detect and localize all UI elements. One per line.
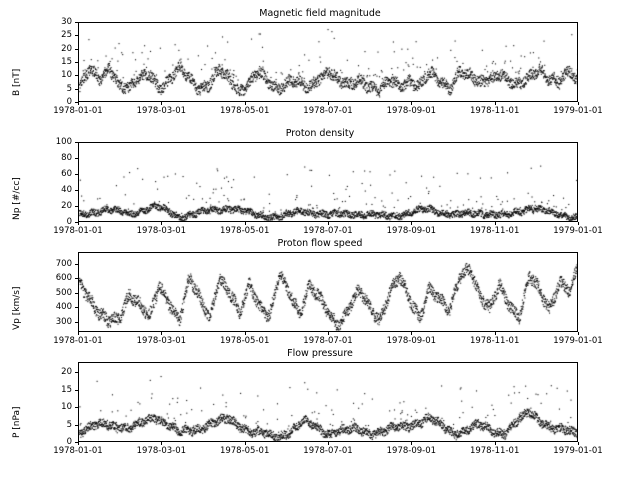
y-tick-label: 700 bbox=[55, 258, 72, 269]
x-tick-mark bbox=[578, 102, 579, 105]
ylabel-np: Np [#/cc] bbox=[12, 177, 22, 220]
x-tick-mark bbox=[328, 442, 329, 445]
y-tick-label: 5 bbox=[66, 419, 72, 430]
x-tick-mark bbox=[245, 102, 246, 105]
y-tick-mark bbox=[75, 307, 78, 308]
x-tick-mark bbox=[245, 442, 246, 445]
plot-area-proton-density bbox=[78, 142, 578, 222]
x-tick-mark bbox=[161, 442, 162, 445]
x-tick-label: 1979-01-01 bbox=[553, 336, 603, 346]
x-tick-mark bbox=[578, 442, 579, 445]
data-points-proton-flow-speed bbox=[79, 253, 578, 332]
y-tick-label: 40 bbox=[61, 185, 72, 195]
y-tick-mark bbox=[75, 75, 78, 76]
x-tick-label: 1978-07-01 bbox=[303, 226, 353, 236]
x-tick-label: 1979-01-01 bbox=[553, 226, 603, 236]
y-tick-mark bbox=[75, 264, 78, 265]
y-tick-mark bbox=[75, 142, 78, 143]
x-tick-mark bbox=[328, 222, 329, 225]
y-tick-mark bbox=[75, 372, 78, 373]
x-tick-mark bbox=[411, 102, 412, 105]
y-tick-label: 20 bbox=[61, 367, 72, 378]
x-tick-mark bbox=[161, 222, 162, 225]
x-tick-label: 1979-01-01 bbox=[553, 106, 603, 116]
x-tick-label: 1978-01-01 bbox=[53, 336, 103, 346]
x-tick-label: 1978-07-01 bbox=[303, 336, 353, 346]
y-tick-label: 80 bbox=[61, 153, 72, 163]
x-tick-label: 1978-09-01 bbox=[386, 446, 437, 456]
y-tick-label: 100 bbox=[55, 137, 72, 147]
x-tick-mark bbox=[495, 102, 496, 105]
x-tick-mark bbox=[78, 102, 79, 105]
plot-area-magnetic-field-magnitude bbox=[78, 22, 578, 102]
panel-title-flow-pressure: Flow pressure bbox=[287, 348, 353, 359]
y-tick-mark bbox=[75, 190, 78, 191]
ylabel-b: B [nT] bbox=[12, 68, 22, 96]
data-points-proton-density bbox=[79, 143, 578, 222]
y-tick-mark bbox=[75, 206, 78, 207]
x-tick-label: 1978-03-01 bbox=[136, 106, 187, 116]
panel-title-magnetic-field-magnitude: Magnetic field magnitude bbox=[259, 8, 381, 19]
ylabel-vp: Vp [km/s] bbox=[12, 286, 22, 330]
y-tick-label: 20 bbox=[61, 43, 72, 54]
y-tick-mark bbox=[75, 425, 78, 426]
x-tick-label: 1978-03-01 bbox=[136, 446, 187, 456]
ylabel-p: P [nPa] bbox=[12, 406, 22, 438]
y-tick-label: 0 bbox=[66, 217, 72, 227]
x-tick-mark bbox=[78, 442, 79, 445]
x-tick-mark bbox=[78, 222, 79, 225]
panel-title-proton-density: Proton density bbox=[285, 128, 355, 139]
x-tick-label: 1978-07-01 bbox=[303, 106, 353, 116]
y-tick-label: 60 bbox=[61, 169, 72, 179]
x-tick-label: 1978-11-01 bbox=[469, 446, 520, 456]
x-tick-label: 1978-09-01 bbox=[386, 106, 437, 116]
y-tick-mark bbox=[75, 278, 78, 279]
x-tick-mark bbox=[411, 442, 412, 445]
x-tick-label: 1978-01-01 bbox=[53, 106, 103, 116]
x-tick-mark bbox=[78, 332, 79, 335]
data-points-flow-pressure bbox=[79, 363, 578, 442]
y-tick-mark bbox=[75, 407, 78, 408]
x-tick-label: 1978-03-01 bbox=[136, 226, 187, 236]
x-tick-label: 1978-11-01 bbox=[469, 336, 520, 346]
x-tick-mark bbox=[578, 332, 579, 335]
y-tick-mark bbox=[75, 390, 78, 391]
data-points-magnetic-field-magnitude bbox=[79, 23, 578, 102]
x-tick-label: 1978-05-01 bbox=[219, 446, 270, 456]
plot-area-flow-pressure bbox=[78, 362, 578, 442]
x-tick-label: 1978-11-01 bbox=[469, 106, 520, 116]
panel-magnetic-field-magnitude bbox=[0, 8, 640, 120]
y-tick-label: 20 bbox=[61, 201, 72, 211]
x-tick-label: 1978-11-01 bbox=[469, 226, 520, 236]
y-tick-mark bbox=[75, 22, 78, 23]
x-tick-mark bbox=[411, 332, 412, 335]
panel-title-proton-flow-speed: Proton flow speed bbox=[277, 238, 363, 249]
y-tick-label: 15 bbox=[61, 57, 72, 67]
panel-proton-flow-speed bbox=[0, 238, 640, 350]
x-tick-mark bbox=[161, 332, 162, 335]
y-tick-label: 400 bbox=[55, 302, 72, 313]
y-tick-label: 600 bbox=[55, 273, 72, 284]
x-tick-label: 1978-09-01 bbox=[386, 336, 437, 346]
x-tick-label: 1978-01-01 bbox=[53, 446, 103, 456]
y-tick-label: 5 bbox=[66, 83, 72, 94]
y-tick-mark bbox=[75, 293, 78, 294]
y-tick-mark bbox=[75, 174, 78, 175]
y-tick-label: 500 bbox=[55, 287, 72, 298]
y-tick-mark bbox=[75, 158, 78, 159]
y-tick-label: 0 bbox=[66, 437, 72, 447]
x-tick-mark bbox=[495, 442, 496, 445]
y-tick-mark bbox=[75, 89, 78, 90]
x-tick-mark bbox=[245, 222, 246, 225]
panel-flow-pressure bbox=[0, 348, 640, 468]
x-tick-label: 1979-01-01 bbox=[553, 446, 603, 456]
panel-proton-density bbox=[0, 128, 640, 240]
y-tick-mark bbox=[75, 322, 78, 323]
y-tick-label: 10 bbox=[61, 70, 72, 81]
x-tick-mark bbox=[328, 332, 329, 335]
x-tick-label: 1978-09-01 bbox=[386, 226, 437, 236]
x-tick-label: 1978-07-01 bbox=[303, 446, 353, 456]
x-tick-mark bbox=[495, 222, 496, 225]
y-tick-label: 25 bbox=[61, 30, 72, 41]
x-tick-mark bbox=[161, 102, 162, 105]
x-tick-label: 1978-05-01 bbox=[219, 106, 270, 116]
x-tick-mark bbox=[328, 102, 329, 105]
y-tick-mark bbox=[75, 62, 78, 63]
x-tick-mark bbox=[578, 222, 579, 225]
y-tick-label: 15 bbox=[61, 384, 72, 395]
plot-area-proton-flow-speed bbox=[78, 252, 578, 332]
x-tick-mark bbox=[495, 332, 496, 335]
x-tick-mark bbox=[411, 222, 412, 225]
y-tick-label: 0 bbox=[66, 97, 72, 107]
y-tick-label: 10 bbox=[61, 402, 72, 413]
y-tick-mark bbox=[75, 49, 78, 50]
y-tick-label: 30 bbox=[61, 17, 72, 27]
x-tick-mark bbox=[245, 332, 246, 335]
x-tick-label: 1978-05-01 bbox=[219, 226, 270, 236]
y-tick-mark bbox=[75, 35, 78, 36]
x-tick-label: 1978-05-01 bbox=[219, 336, 270, 346]
x-tick-label: 1978-01-01 bbox=[53, 226, 103, 236]
y-tick-label: 300 bbox=[55, 316, 72, 327]
x-tick-label: 1978-03-01 bbox=[136, 336, 187, 346]
